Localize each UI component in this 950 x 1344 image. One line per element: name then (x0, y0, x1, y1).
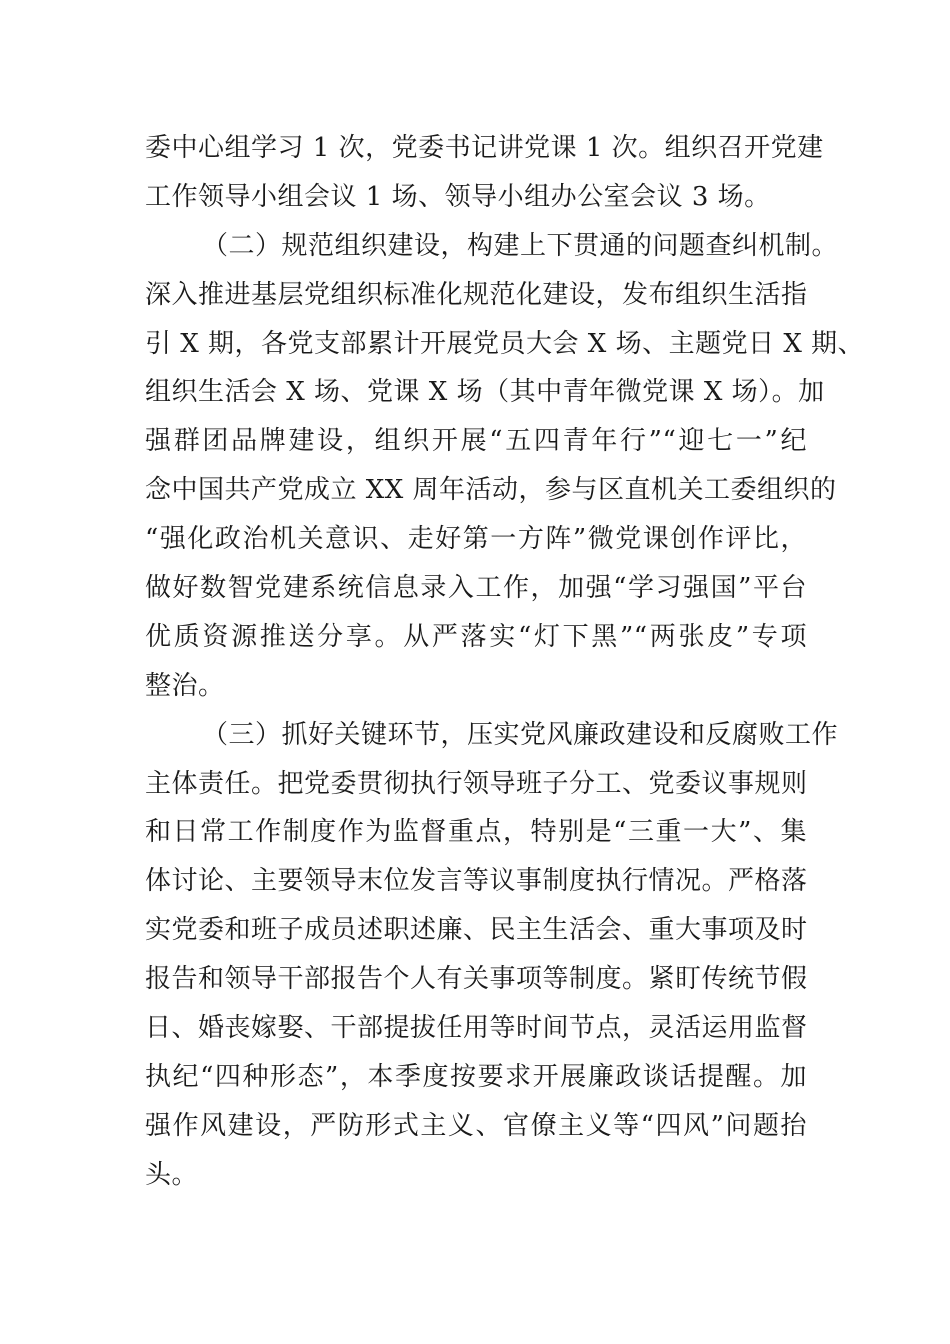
text-line: 日、婚丧嫁娶、干部提拔任用等时间节点，灵活运用监督 (145, 1013, 808, 1044)
text-line: 主体责任。把党委贯彻执行领导班子分工、党委议事规则 (145, 768, 808, 799)
text-line: 组织生活会 X 场、党课 X 场（其中青年微党课 X 场）。加 (145, 377, 825, 408)
text-line: “强化政治机关意识、走好第一方阵”微党课创作评比， (145, 524, 807, 555)
text-line: 头。 (145, 1159, 199, 1190)
text-line: 委中心组学习 1 次，党委书记讲党课 1 次。组织召开党建 (145, 133, 824, 163)
text-line: 做好数智党建系统信息录入工作，加强“学习强国”平台 (145, 573, 807, 604)
paragraph-continuation (145, 124, 824, 222)
paragraph-section-two (145, 222, 865, 711)
section-heading-line: （三）抓好关键环节，压实党风廉政建设和反腐败工作 (202, 719, 839, 750)
document-body (145, 124, 865, 1200)
text-line: 执纪“四种形态”，本季度按要求开展廉政谈话提醒。加 (145, 1061, 807, 1092)
text-line: 引 X 期，各党支部累计开展党员大会 X 场、主题党日 X 期、 (145, 328, 865, 359)
text-line: 强群团品牌建设，组织开展“五四青年行”“迎七一”纪 (145, 426, 807, 457)
text-line: 体讨论、主要领导末位发言等议事制度执行情况。严格落 (145, 866, 808, 897)
paragraph-section-three (145, 711, 839, 1200)
text-line: 优质资源推送分享。从严落实“灯下黑”“两张皮”专项 (145, 621, 807, 652)
text-line: 报告和领导干部报告个人有关事项等制度。紧盯传统节假 (145, 964, 808, 995)
section-heading-line: （二）规范组织建设，构建上下贯通的问题查纠机制。 (202, 230, 839, 261)
text-line: 念中国共产党成立 XX 周年活动，参与区直机关工委组织的 (145, 475, 837, 506)
text-line: 工作领导小组会议 1 场、领导小组办公室会议 3 场。 (145, 181, 771, 212)
text-line: 强作风建设，严防形式主义、官僚主义等“四风”问题抬 (145, 1110, 807, 1141)
text-line: 深入推进基层党组织标准化规范化建设，发布组织生活指 (145, 279, 808, 310)
text-line: 整治。 (145, 670, 225, 701)
text-line: 和日常工作制度作为监督重点，特别是“三重一大”、集 (145, 817, 807, 848)
text-line: 实党委和班子成员述职述廉、民主生活会、重大事项及时 (145, 915, 808, 946)
